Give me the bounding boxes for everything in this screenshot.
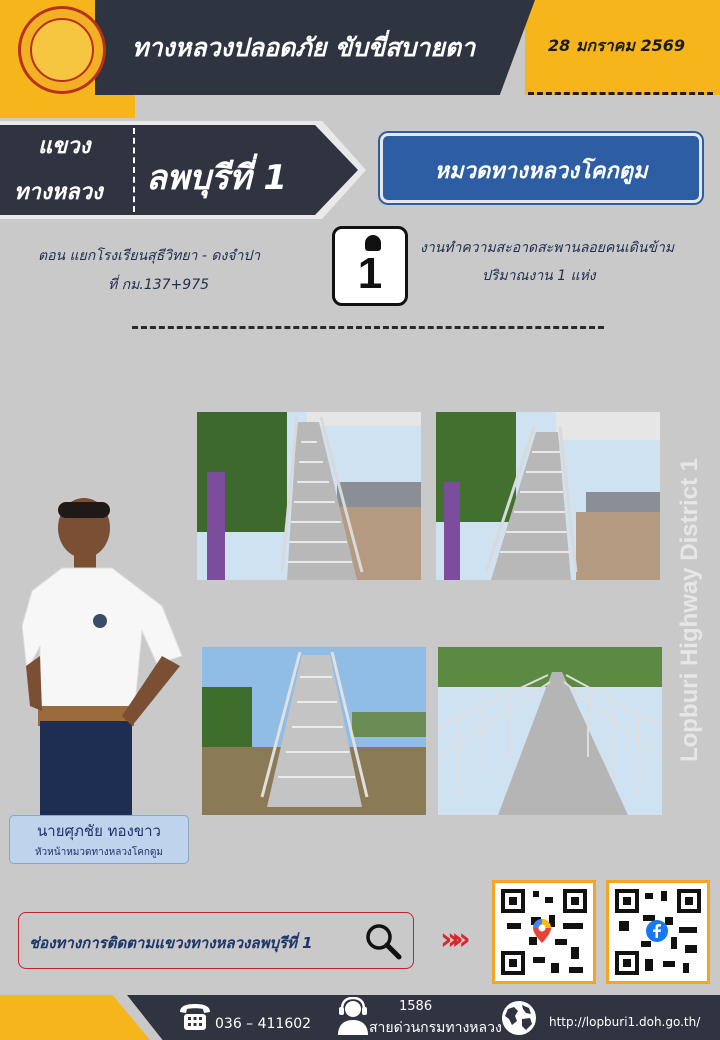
header-date: 28 มกราคม 2569 [548,36,685,55]
unit-name: หมวดทางหลวงโคกตูม [434,159,648,184]
hotline-person-icon [336,997,370,1035]
hotline-label: สายด่วนกรมทางหลวง [369,1020,502,1036]
district-label-line1: แขวง [38,134,91,159]
logo-emblem [18,6,106,94]
watermark-text: Lopburi Highway District 1 [676,457,703,763]
google-maps-icon [533,919,551,943]
person-photo [22,496,192,816]
section-line2: ที่ กม.137+975 [108,277,210,293]
phone-icon [178,1002,212,1032]
website-link[interactable]: http://lopburi1.doh.go.th/ [549,1015,701,1029]
search-icon [363,921,403,961]
work-line2: ปริมาณงาน 1 แห่ง [482,268,596,284]
phone-number: 036 – 411602 [215,1016,312,1032]
follow-text: ช่องทางการติดตามแขวงทางหลวงลพบุรีที่ 1 [29,934,313,952]
district-separator [133,128,135,212]
header-title: ทางหลวงปลอดภัย ขับขี่สบายตา [132,33,476,62]
photo-stairs-3 [202,647,426,815]
district-label-line2: ทางหลวง [14,180,103,205]
qr-code-maps[interactable] [492,880,596,984]
district-name: ลพบุรีที่ 1 [146,158,287,198]
route-sign [332,226,408,306]
photo-walkway [438,647,662,815]
middle-divider [132,326,604,329]
photo-stairs-1 [197,412,421,580]
header-divider [528,92,713,95]
name-card [9,815,189,864]
globe-icon [500,999,538,1037]
facebook-icon [646,920,668,942]
work-line1: งานทำความสะอาดสะพานลอยคนเดินข้าม [420,240,675,256]
qr-code-facebook[interactable] [606,880,710,984]
photo-stairs-2 [436,412,660,580]
person-position: หัวหน้าหมวดทางหลวงโคกตูม [34,847,164,858]
section-line1: ตอน แยกโรงเรียนสุธีวิทยา - ดงจำปา [38,248,261,264]
person-name: นายศุภชัย ทองขาว [37,822,161,840]
chevrons-right-icon: »» [440,922,463,957]
footer-yellow [0,995,150,1040]
hotline-number: 1586 [399,999,433,1014]
follow-box[interactable] [18,912,414,969]
unit-badge [380,133,702,203]
route-number: 1 [357,249,383,298]
